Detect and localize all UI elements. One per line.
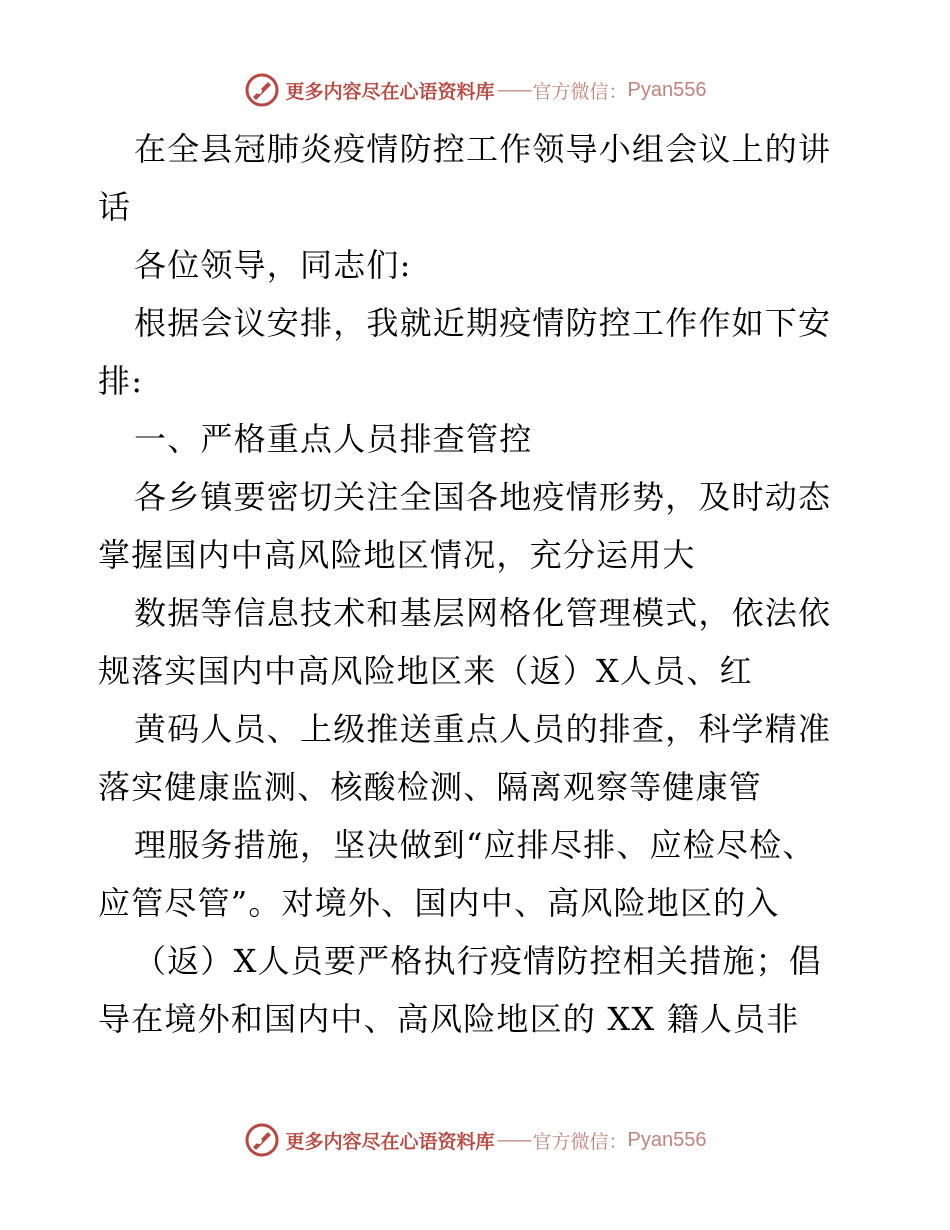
watermark-contact-label: 官方微信：	[532, 1130, 628, 1153]
paragraph-line-8: 应管尽管”。对境外、国内中、高风险地区的入	[98, 884, 780, 922]
document-body	[98, 120, 858, 1048]
paragraph-line-6: 落实健康监测、核酸检测、隔离观察等健康管	[98, 768, 763, 806]
document-title-line-1: 在全县冠肺炎疫情防控工作领导小组会议上的讲	[134, 130, 832, 168]
footer-watermark	[0, 1120, 950, 1160]
paragraph-line-7: 理服务措施，坚决做到“应排尽排、应检尽检、	[134, 826, 816, 864]
paragraph-line-4: 规落实国内中高风险地区来（返）X人员、红	[98, 652, 753, 690]
watermark-separator: ——	[496, 1129, 531, 1151]
pen-circle-logo-icon	[244, 1122, 280, 1158]
paragraph-line-1: 各乡镇要密切关注全国各地疫情形势，及时动态	[134, 478, 832, 516]
watermark-main-text: 更多内容尽在心语资料库	[285, 80, 495, 103]
watermark-contact-label: 官方微信：	[532, 80, 628, 103]
paragraph-line-3: 数据等信息技术和基层网格化管理模式，依法依	[134, 594, 832, 632]
section-heading-1: 一、严格重点人员排查管控	[134, 420, 533, 458]
paragraph-line-2: 掌握国内中高风险地区情况，充分运用大	[98, 536, 696, 574]
pen-circle-logo-icon	[244, 72, 280, 108]
watermark-wechat-id: Pyan556	[627, 1128, 707, 1151]
document-title-line-2: 话	[98, 188, 132, 226]
intro-line-1: 根据会议安排，我就近期疫情防控工作作如下安	[134, 304, 832, 342]
watermark-separator: ——	[496, 79, 531, 101]
salutation: 各位领导，同志们:	[134, 246, 412, 284]
watermark-wechat-id: Pyan556	[627, 78, 707, 101]
paragraph-line-5: 黄码人员、上级推送重点人员的排查，科学精准	[134, 710, 832, 748]
watermark-main-text: 更多内容尽在心语资料库	[285, 1130, 495, 1153]
paragraph-line-10: 导在境外和国内中、高风险地区的 XX 籍人员非	[98, 1000, 800, 1038]
paragraph-line-9: （返）X人员要严格执行疫情防控相关措施；倡	[134, 942, 822, 980]
header-watermark	[0, 70, 950, 110]
intro-line-2: 排:	[98, 362, 144, 400]
